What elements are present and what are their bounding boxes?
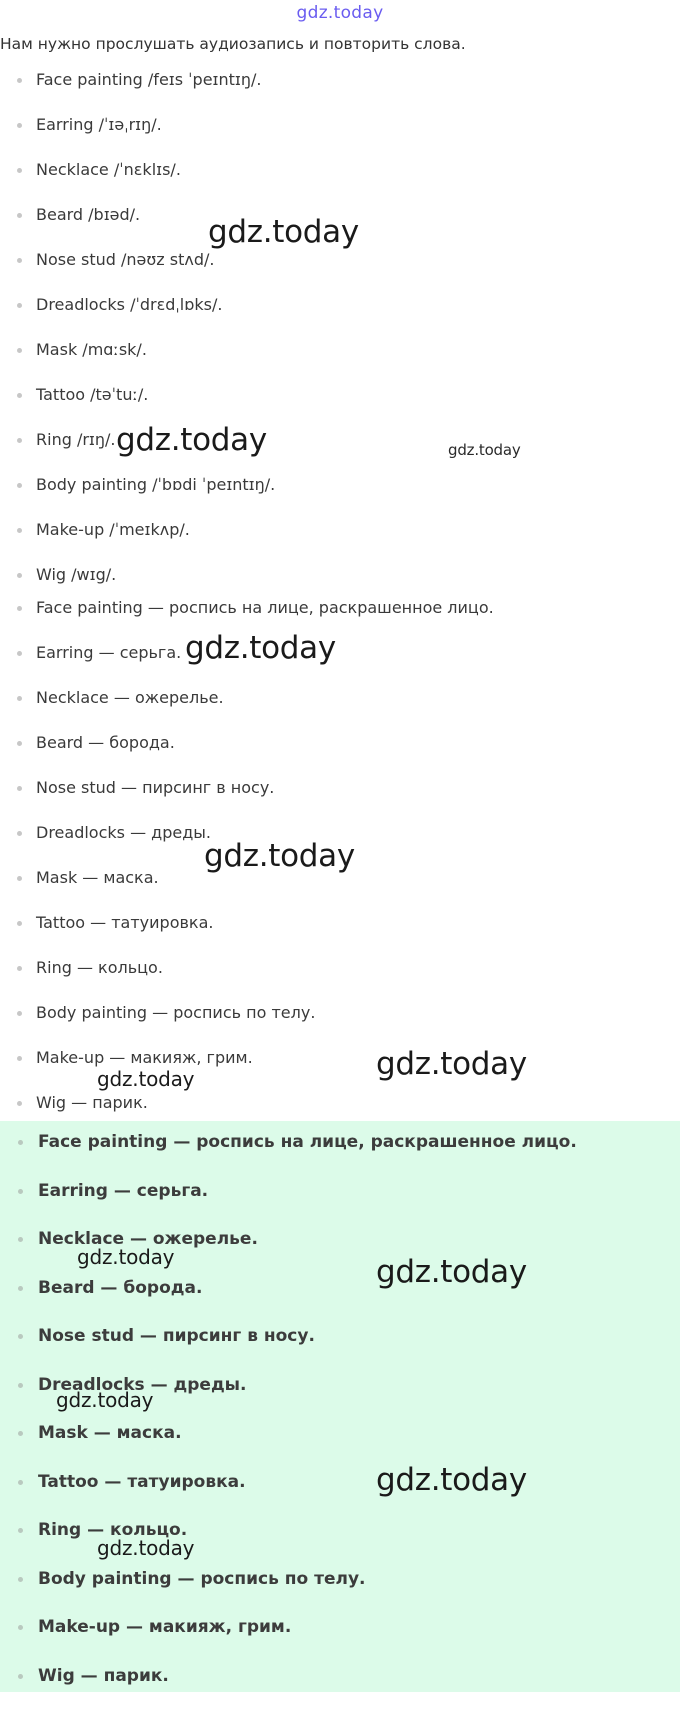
watermark: gdz.today xyxy=(116,422,267,458)
list-item: Ring /rɪŋ/. xyxy=(0,428,275,473)
list-item: Face painting — роспись на лице, раскрашенное лицо. xyxy=(0,596,494,641)
watermark: gdz.today xyxy=(448,441,521,459)
answer-item: Beard — борода. xyxy=(0,1276,577,1325)
list-item: Mask — маска. xyxy=(0,866,494,911)
answer-item: Body painting — роспись по телу. xyxy=(0,1567,577,1616)
watermark: gdz.today xyxy=(97,1536,194,1560)
list-item: Nose stud — пирсинг в носу. xyxy=(0,776,494,821)
watermark: gdz.today xyxy=(376,1254,527,1290)
list-item: Tattoo — татуировка. xyxy=(0,911,494,956)
watermark: gdz.today xyxy=(376,1462,527,1498)
list-item: Face painting /feɪs ˈpeɪntɪŋ/. xyxy=(0,68,275,113)
list-item: Beard /bɪəd/. xyxy=(0,203,275,248)
list-item: Dreadlocks — дреды. xyxy=(0,821,494,866)
answer-item: Make-up — макияж, грим. xyxy=(0,1615,577,1664)
watermark: gdz.today xyxy=(56,1388,153,1412)
pronunciation-list xyxy=(0,68,275,598)
translation-list xyxy=(0,596,494,1116)
answer-box xyxy=(0,1121,680,1692)
answer-item: Dreadlocks — дреды. xyxy=(0,1373,577,1422)
list-item: Body painting — роспись по телу. xyxy=(0,1001,494,1046)
list-item: Nose stud /nəʊz stʌd/. xyxy=(0,248,275,293)
answer-item: Tattoo — татуировка. xyxy=(0,1470,577,1519)
answer-item: Earring — серьга. xyxy=(0,1179,577,1228)
answer-item: Ring — кольцо. xyxy=(0,1518,577,1567)
list-item: Necklace — ожерелье. xyxy=(0,686,494,731)
watermark: gdz.today xyxy=(208,214,359,250)
answer-item: Nose stud — пирсинг в носу. xyxy=(0,1324,577,1373)
list-item: Make-up — макияж, грим. xyxy=(0,1046,494,1091)
site-logo[interactable]: gdz.today xyxy=(0,2,680,24)
watermark: gdz.today xyxy=(97,1067,194,1091)
list-item: Dreadlocks /ˈdrɛdˌlɒks/. xyxy=(0,293,275,338)
watermark: gdz.today xyxy=(77,1245,174,1269)
answer-item: Mask — маска. xyxy=(0,1421,577,1470)
list-item: Wig — парик. xyxy=(0,1091,494,1116)
intro-text: Нам нужно прослушать аудиозапись и повторить слова. xyxy=(0,33,466,55)
answer-item: Necklace — ожерелье. xyxy=(0,1227,577,1276)
watermark: gdz.today xyxy=(204,838,355,874)
answer-list xyxy=(0,1130,577,1712)
watermark: gdz.today xyxy=(376,1046,527,1082)
answer-item: Face painting — роспись на лице, раскрашенное лицо. xyxy=(0,1130,577,1179)
list-item: Body painting /ˈbɒdi ˈpeɪntɪŋ/. xyxy=(0,473,275,518)
list-item: Earring — серьга. xyxy=(0,641,494,686)
list-item: Tattoo /təˈtuː/. xyxy=(0,383,275,428)
list-item: Necklace /ˈnɛklɪs/. xyxy=(0,158,275,203)
watermark: gdz.today xyxy=(185,630,336,666)
list-item: Mask /mɑːsk/. xyxy=(0,338,275,383)
list-item: Beard — борода. xyxy=(0,731,494,776)
list-item: Make-up /ˈmeɪkʌp/. xyxy=(0,518,275,563)
list-item: Ring — кольцо. xyxy=(0,956,494,1001)
list-item: Earring /ˈɪəˌrɪŋ/. xyxy=(0,113,275,158)
list-item: Wig /wɪg/. xyxy=(0,563,275,598)
answer-item: Wig — парик. xyxy=(0,1664,577,1712)
